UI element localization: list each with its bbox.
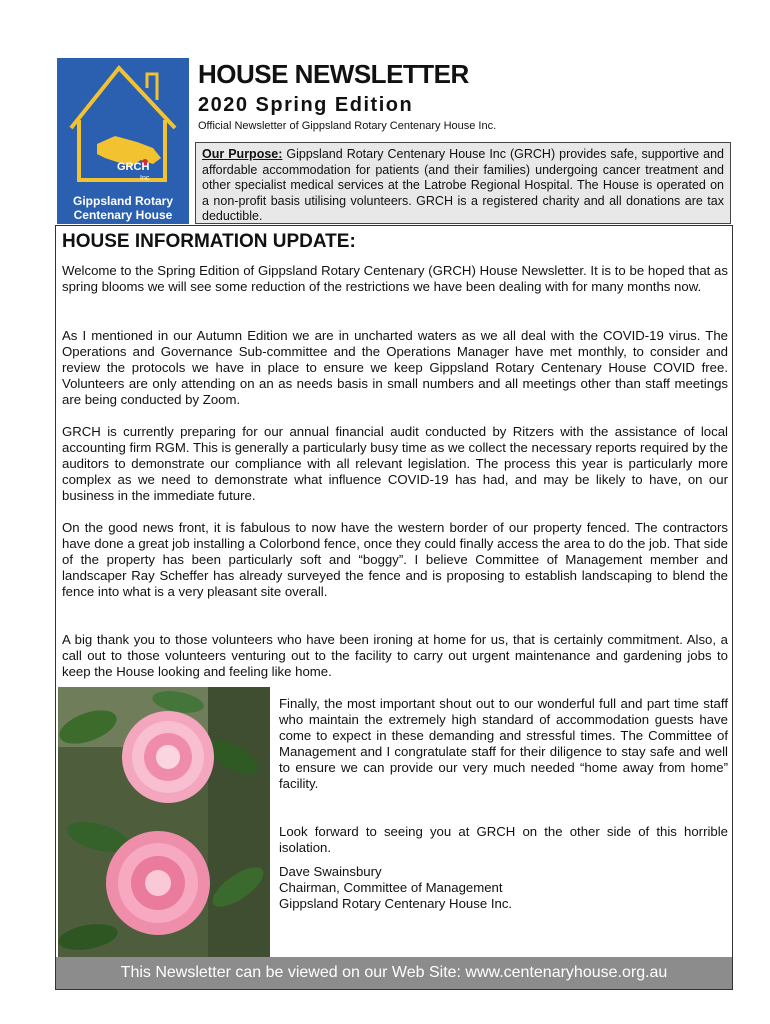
- camellia-photo: [58, 687, 270, 957]
- newsletter-title: HOUSE NEWSLETTER: [198, 59, 469, 89]
- paragraph-volunteers: A big thank you to those volunteers who have been ironing at home for us, that is certainly commitment. Also, a call out to those volunteers venturing out to the facility to carry out urgent maintenance and gardening jobs to keep the House looking and feeling like home.: [62, 632, 728, 679]
- logo-name-line2: Centenary House: [73, 208, 173, 222]
- logo-badge: GRCH Inc: [117, 161, 150, 182]
- paragraph-staff: Finally, the most important shout out to our wonderful full and part time staff who maintain the extremely high standard of accommodation guests have come to expect in these demanding and stressful times. The Committee of Management and I congratulate staff for their diligence to stay safe and well to ensure we can provide our very much needed “home away from home” facility.: [279, 696, 728, 791]
- grch-logo: [57, 58, 189, 224]
- newsletter-subtitle: Official Newsletter of Gippsland Rotary Centenary House Inc.: [198, 120, 497, 132]
- camellia-flower-icon: [58, 687, 270, 957]
- paragraph-audit: GRCH is currently preparing for our annual financial audit conducted by Ritzers with the assistance of local accounting firm RGM. This is generally a particularly busy time as we collect the necessary reports required by the auditors to demonstrate our compliance with all relevant legislation. The process this year is particularly more complex as we need to demonstrate what influence COVID-19 has had, and may be likely to have, on our business in the immediate future.: [62, 424, 729, 503]
- house-information-section: [55, 225, 733, 990]
- paragraph-welcome: Welcome to the Spring Edition of Gippsland Rotary Centenary (GRCH) House Newsletter. It is to be hoped that as spring blooms we will see some reduction of the restrictions we have been dealing with for many months now.: [62, 263, 728, 294]
- signature-org: Gippsland Rotary Centenary House Inc.: [279, 896, 513, 911]
- logo-name-line1: Gippsland Rotary: [72, 194, 173, 208]
- purpose-text: Gippsland Rotary Centenary House Inc (GRCH) provides safe, supportive and affordable accommodation for patients (and their families) undergoing cancer treatment and other specialist medical services at the Latrobe Regional Hospital. The House is operated on a non-profit basis utilising volunteers. GRCH is a registered charity and all donations are tax deductible.: [202, 147, 724, 223]
- website-footer: This Newsletter can be viewed on our Web Site: www.centenaryhouse.org.au: [56, 957, 732, 989]
- paragraph-fence: On the good news front, it is fabulous to now have the western border of our property fenced. The contractors have done a great job installing a Colorbond fence, once they could finally access the area to do the job. That side of the property has been particularly soft and “boggy”. I believe Committee of Management member and landscaper Ray Scheffer has already surveyed the fence and is proposing to establish landscaping to blend the fence into what is a very pleasant site overall.: [62, 520, 728, 599]
- paragraph-closing: Look forward to seeing you at GRCH on the other side of this horrible isolation.: [279, 824, 728, 855]
- signature-name: Dave Swainsbury: [279, 864, 382, 879]
- section-heading: HOUSE INFORMATION UPDATE:: [62, 231, 356, 252]
- purpose-label: Our Purpose:: [202, 147, 283, 161]
- paragraph-covid: As I mentioned in our Autumn Edition we are in uncharted waters as we all deal with the COVID-19 virus. The Operations and Governance Sub-committee and the Operations Manager have met monthly, to consider and review the protocols we have in place to ensure we keep Gippsland Rotary Centenary House COVID free. Volunteers are only attending on an as needs basis in small numbers and all meetings other than staff meetings are being conducted by Zoom.: [62, 328, 728, 407]
- purpose-box: [195, 142, 731, 224]
- signature-role: Chairman, Committee of Management: [279, 880, 503, 895]
- signature-block: [279, 864, 728, 912]
- edition-title: 2020 Spring Edition: [198, 94, 414, 116]
